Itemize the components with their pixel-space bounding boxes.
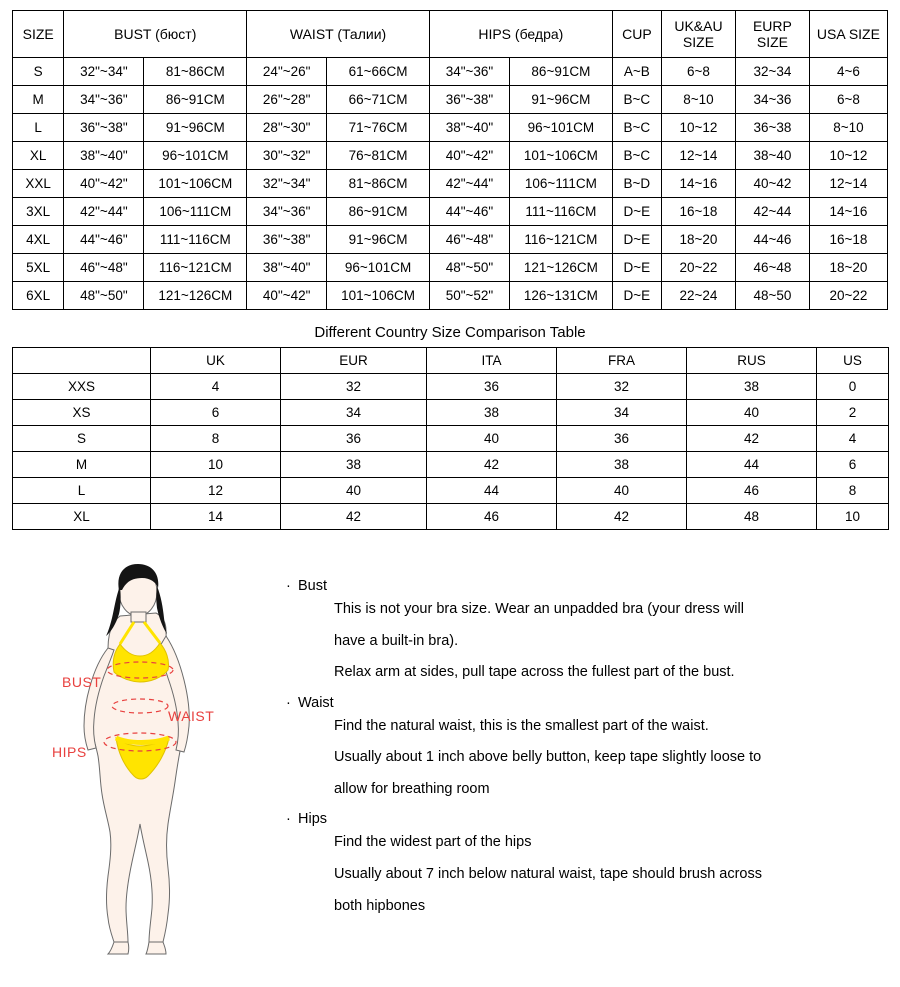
cell-bust_in: 38"~40" bbox=[64, 142, 144, 170]
cell-bust_cm: 91~96CM bbox=[144, 114, 247, 142]
cell-size: L bbox=[13, 114, 64, 142]
cell-hips_in: 38"~40" bbox=[429, 114, 509, 142]
cell-ukau: 10~12 bbox=[662, 114, 736, 142]
cell-usa: 4~6 bbox=[809, 58, 887, 86]
header-ukau-line2: SIZE bbox=[682, 34, 715, 50]
table-row bbox=[13, 426, 889, 452]
cell-rus: 46 bbox=[687, 478, 817, 504]
cell-eurp: 32~34 bbox=[735, 58, 809, 86]
cell-cup: D~E bbox=[612, 254, 661, 282]
instruction-line: Find the widest part of the hips bbox=[334, 834, 532, 851]
hips-label: HIPS bbox=[52, 744, 87, 760]
cell-bust_in: 44"~46" bbox=[64, 226, 144, 254]
table-row bbox=[13, 478, 889, 504]
cell-hips_in: 44"~46" bbox=[429, 198, 509, 226]
cell-waist_cm: 71~76CM bbox=[327, 114, 430, 142]
comparison-header-rus: RUS bbox=[687, 348, 817, 374]
header-eurp-size bbox=[735, 11, 809, 58]
table-row bbox=[13, 142, 888, 170]
cell-eur: 36 bbox=[281, 426, 427, 452]
cell-waist_in: 36"~38" bbox=[247, 226, 327, 254]
cell-bust_in: 36"~38" bbox=[64, 114, 144, 142]
cell-fra: 38 bbox=[557, 452, 687, 478]
cell-waist_in: 26"~28" bbox=[247, 86, 327, 114]
cell-ita: 42 bbox=[427, 452, 557, 478]
cell-bust_in: 42"~44" bbox=[64, 198, 144, 226]
cell-waist_in: 32"~34" bbox=[247, 170, 327, 198]
instruction-heading-text: Bust bbox=[298, 578, 328, 594]
cell-hips_cm: 126~131CM bbox=[510, 282, 613, 310]
cell-hips_cm: 111~116CM bbox=[510, 198, 613, 226]
cell-waist_in: 24"~26" bbox=[247, 58, 327, 86]
cell-rus: 38 bbox=[687, 374, 817, 400]
cell-usa: 16~18 bbox=[809, 226, 887, 254]
cell-bust_cm: 116~121CM bbox=[144, 254, 247, 282]
bullet-icon: · bbox=[286, 694, 291, 711]
cell-ita: 44 bbox=[427, 478, 557, 504]
instruction-line: have a built-in bra). bbox=[334, 632, 459, 649]
cell-fra: 32 bbox=[557, 374, 687, 400]
cell-ita: 38 bbox=[427, 400, 557, 426]
cell-cup: D~E bbox=[612, 282, 661, 310]
instruction-heading bbox=[284, 695, 888, 711]
table-row bbox=[13, 400, 889, 426]
cell-ukau: 18~20 bbox=[662, 226, 736, 254]
cell-ukau: 20~22 bbox=[662, 254, 736, 282]
cell-size: L bbox=[13, 478, 151, 504]
cell-ukau: 16~18 bbox=[662, 198, 736, 226]
cell-usa: 20~22 bbox=[809, 282, 887, 310]
cell-size: XXL bbox=[13, 170, 64, 198]
cell-hips_in: 42"~44" bbox=[429, 170, 509, 198]
header-bust: BUST (бюcт) bbox=[64, 11, 247, 58]
cell-waist_in: 34"~36" bbox=[247, 198, 327, 226]
cell-uk: 10 bbox=[151, 452, 281, 478]
cell-waist_cm: 81~86CM bbox=[327, 170, 430, 198]
cell-uk: 8 bbox=[151, 426, 281, 452]
cell-bust_cm: 86~91CM bbox=[144, 86, 247, 114]
cell-uk: 6 bbox=[151, 400, 281, 426]
cell-bust_in: 32"~34" bbox=[64, 58, 144, 86]
cell-eur: 34 bbox=[281, 400, 427, 426]
header-eurp-line2: SIZE bbox=[756, 34, 788, 50]
cell-eurp: 34~36 bbox=[735, 86, 809, 114]
instruction-line: Usually about 1 inch above belly button, keep tape slightly loose to bbox=[334, 749, 762, 766]
instruction-line: This is not your bra size. Wear an unpadded bra (your dress will bbox=[334, 601, 744, 617]
cell-rus: 48 bbox=[687, 504, 817, 530]
cell-bust_in: 40"~42" bbox=[64, 170, 144, 198]
cell-cup: D~E bbox=[612, 226, 661, 254]
comparison-header-us: US bbox=[817, 348, 889, 374]
table-row bbox=[13, 114, 888, 142]
size-chart-table bbox=[12, 10, 888, 310]
cell-waist_cm: 101~106CM bbox=[327, 282, 430, 310]
cell-bust_cm: 96~101CM bbox=[144, 142, 247, 170]
cell-waist_cm: 86~91CM bbox=[327, 198, 430, 226]
cell-waist_cm: 91~96CM bbox=[327, 226, 430, 254]
cell-rus: 42 bbox=[687, 426, 817, 452]
measurement-instructions bbox=[278, 556, 888, 956]
cell-hips_in: 36"~38" bbox=[429, 86, 509, 114]
instruction-line: Usually about 7 inch below natural waist, tape should brush across bbox=[334, 865, 762, 882]
cell-us: 2 bbox=[817, 400, 889, 426]
cell-size: 4XL bbox=[13, 226, 64, 254]
instruction-line: allow for breathing room bbox=[334, 780, 490, 797]
cell-waist_in: 28"~30" bbox=[247, 114, 327, 142]
cell-usa: 8~10 bbox=[809, 114, 887, 142]
cell-size: S bbox=[13, 58, 64, 86]
cell-waist_in: 40"~42" bbox=[247, 282, 327, 310]
instruction-heading-text: Hips bbox=[298, 811, 328, 828]
cell-us: 0 bbox=[817, 374, 889, 400]
cell-us: 6 bbox=[817, 452, 889, 478]
cell-size: 3XL bbox=[13, 198, 64, 226]
header-usa-size: USA SIZE bbox=[809, 11, 887, 58]
cell-ukau: 14~16 bbox=[662, 170, 736, 198]
cell-hips_cm: 116~121CM bbox=[510, 226, 613, 254]
cell-us: 8 bbox=[817, 478, 889, 504]
cell-ukau: 22~24 bbox=[662, 282, 736, 310]
cell-eurp: 38~40 bbox=[735, 142, 809, 170]
cell-ita: 46 bbox=[427, 504, 557, 530]
cell-cup: B~C bbox=[612, 142, 661, 170]
comparison-header-ita: ITA bbox=[427, 348, 557, 374]
table-row bbox=[13, 374, 889, 400]
cell-cup: B~D bbox=[612, 170, 661, 198]
cell-ita: 36 bbox=[427, 374, 557, 400]
instruction-line: Find the natural waist, this is the smallest part of the waist. bbox=[334, 717, 709, 734]
cell-usa: 18~20 bbox=[809, 254, 887, 282]
cell-bust_cm: 101~106CM bbox=[144, 170, 247, 198]
comparison-header-row bbox=[13, 348, 889, 374]
cell-ita: 40 bbox=[427, 426, 557, 452]
cell-hips_cm: 96~101CM bbox=[510, 114, 613, 142]
table-row bbox=[13, 198, 888, 226]
cell-eurp: 40~42 bbox=[735, 170, 809, 198]
cell-eur: 42 bbox=[281, 504, 427, 530]
comparison-header-uk: UK bbox=[151, 348, 281, 374]
measure-guide-section bbox=[12, 556, 888, 956]
cell-fra: 40 bbox=[557, 478, 687, 504]
cell-size: XS bbox=[13, 400, 151, 426]
cell-usa: 12~14 bbox=[809, 170, 887, 198]
table-header-row bbox=[13, 11, 888, 58]
cell-hips_in: 34"~36" bbox=[429, 58, 509, 86]
cell-cup: D~E bbox=[612, 198, 661, 226]
country-comparison-table bbox=[12, 347, 889, 530]
table-row bbox=[13, 226, 888, 254]
header-eurp-line1: EURP bbox=[752, 17, 792, 34]
table-row bbox=[13, 58, 888, 86]
cell-usa: 14~16 bbox=[809, 198, 887, 226]
comparison-header-eur: EUR bbox=[281, 348, 427, 374]
cell-ukau: 12~14 bbox=[662, 142, 736, 170]
table-row bbox=[13, 254, 888, 282]
cell-eur: 38 bbox=[281, 452, 427, 478]
header-ukau-line1: UK&AU bbox=[674, 17, 723, 34]
cell-eurp: 44~46 bbox=[735, 226, 809, 254]
cell-rus: 44 bbox=[687, 452, 817, 478]
cell-eurp: 46~48 bbox=[735, 254, 809, 282]
cell-bust_in: 34"~36" bbox=[64, 86, 144, 114]
cell-waist_in: 38"~40" bbox=[247, 254, 327, 282]
cell-bust_cm: 111~116CM bbox=[144, 226, 247, 254]
cell-uk: 4 bbox=[151, 374, 281, 400]
instruction-heading bbox=[284, 578, 888, 594]
cell-bust_cm: 81~86CM bbox=[144, 58, 247, 86]
cell-size: 5XL bbox=[13, 254, 64, 282]
cell-waist_cm: 96~101CM bbox=[327, 254, 430, 282]
cell-size: M bbox=[13, 452, 151, 478]
table-row bbox=[13, 504, 889, 530]
cell-fra: 42 bbox=[557, 504, 687, 530]
table-row bbox=[13, 282, 888, 310]
figure-illustration bbox=[16, 556, 278, 956]
cell-cup: A~B bbox=[612, 58, 661, 86]
cell-size: XL bbox=[13, 142, 64, 170]
instruction-heading-text: Waist bbox=[298, 694, 334, 711]
cell-bust_in: 46"~48" bbox=[64, 254, 144, 282]
header-waist: WAIST (Талии) bbox=[247, 11, 430, 58]
cell-eurp: 48~50 bbox=[735, 282, 809, 310]
cell-hips_cm: 106~111CM bbox=[510, 170, 613, 198]
cell-size: 6XL bbox=[13, 282, 64, 310]
instruction-line: Relax arm at sides, pull tape across the fullest part of the bust. bbox=[334, 664, 735, 681]
header-cup: CUP bbox=[612, 11, 661, 58]
cell-size: S bbox=[13, 426, 151, 452]
cell-hips_in: 48"~50" bbox=[429, 254, 509, 282]
cell-eurp: 42~44 bbox=[735, 198, 809, 226]
comparison-header-fra: FRA bbox=[557, 348, 687, 374]
instruction-heading bbox=[284, 811, 888, 827]
cell-bust_cm: 121~126CM bbox=[144, 282, 247, 310]
cell-waist_cm: 61~66CM bbox=[327, 58, 430, 86]
cell-hips_in: 50"~52" bbox=[429, 282, 509, 310]
cell-eur: 40 bbox=[281, 478, 427, 504]
cell-size: M bbox=[13, 86, 64, 114]
waist-label: WAIST bbox=[168, 708, 215, 724]
cell-eurp: 36~38 bbox=[735, 114, 809, 142]
bust-label: BUST bbox=[62, 674, 102, 690]
cell-hips_in: 46"~48" bbox=[429, 226, 509, 254]
cell-rus: 40 bbox=[687, 400, 817, 426]
table-row bbox=[13, 170, 888, 198]
cell-fra: 34 bbox=[557, 400, 687, 426]
cell-usa: 10~12 bbox=[809, 142, 887, 170]
table-row bbox=[13, 86, 888, 114]
cell-uk: 12 bbox=[151, 478, 281, 504]
bullet-icon: · bbox=[286, 811, 291, 828]
cell-hips_cm: 121~126CM bbox=[510, 254, 613, 282]
cell-waist_cm: 66~71CM bbox=[327, 86, 430, 114]
cell-hips_cm: 101~106CM bbox=[510, 142, 613, 170]
cell-fra: 36 bbox=[557, 426, 687, 452]
cell-cup: B~C bbox=[612, 114, 661, 142]
bullet-icon: · bbox=[286, 578, 291, 594]
cell-eur: 32 bbox=[281, 374, 427, 400]
cell-ukau: 6~8 bbox=[662, 58, 736, 86]
cell-waist_cm: 76~81CM bbox=[327, 142, 430, 170]
cell-usa: 6~8 bbox=[809, 86, 887, 114]
header-hips: HIPS (бедра) bbox=[429, 11, 612, 58]
cell-cup: B~C bbox=[612, 86, 661, 114]
comparison-header-blank bbox=[13, 348, 151, 374]
cell-us: 10 bbox=[817, 504, 889, 530]
header-size: SIZE bbox=[13, 11, 64, 58]
cell-bust_cm: 106~111CM bbox=[144, 198, 247, 226]
table-row bbox=[13, 452, 889, 478]
cell-size: XL bbox=[13, 504, 151, 530]
comparison-table-title: Different Country Size Comparison Table bbox=[314, 324, 586, 341]
header-ukau-size bbox=[662, 11, 736, 58]
cell-hips_cm: 86~91CM bbox=[510, 58, 613, 86]
cell-hips_cm: 91~96CM bbox=[510, 86, 613, 114]
cell-hips_in: 40"~42" bbox=[429, 142, 509, 170]
instruction-line: both hipbones bbox=[334, 897, 426, 914]
cell-waist_in: 30"~32" bbox=[247, 142, 327, 170]
cell-bust_in: 48"~50" bbox=[64, 282, 144, 310]
cell-uk: 14 bbox=[151, 504, 281, 530]
cell-size: XXS bbox=[13, 374, 151, 400]
cell-ukau: 8~10 bbox=[662, 86, 736, 114]
cell-us: 4 bbox=[817, 426, 889, 452]
